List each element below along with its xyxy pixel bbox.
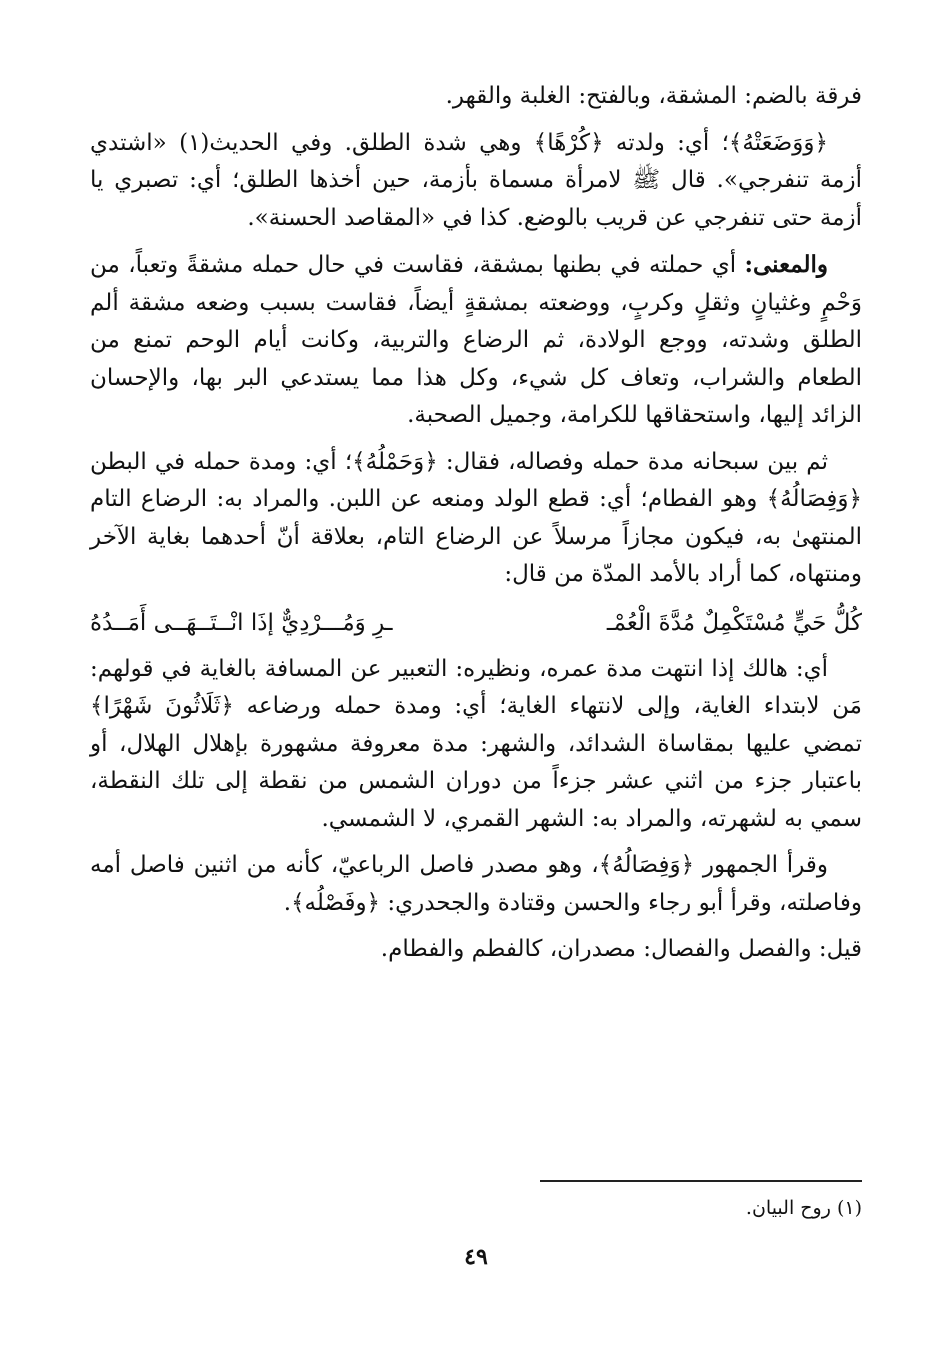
paragraph-wadaathu: ﴿وَوَضَعَتْهُ﴾؛ أي: ولدته ﴿كُرْهًا﴾ وهي شدة الطلق. وفي الحديث(١) «اشتدي أزمة تنفرجي». قال ﷺ لامرأة مسماة بأزمة، حين أخذها الطلق؛ أي: تصبري يا أزمة حتى تنفرجي عن قريب بالوضع. كذا في «المقاصد الحسنة». (90, 129, 862, 231)
paragraph-ay-halik: أي: هالك إذا انتهت مدة عمره، ونظيره: التعبير عن المسافة بالغاية في قولهم: مَن لابتداء الغاية، وإلى لانتهاء الغاية؛ أي: ومدة حمله ورضاعه ﴿ثَلَاثُونَ شَهْرًا﴾ تمضي عليها بمقاساة الشدائد، والشهر: مدة معروفة مشهورة بإهلال الهلال، أو باعتبار جزء من اثني عشر جزءاً من دوران الشمس من نقطة إلى تلك النقطة، سمي به لشهرته، والمراد به: الشهر القمري، لا الشمسي. (90, 655, 862, 832)
footnote-text: روح البيان. (745, 1197, 831, 1219)
footnote-divider (540, 1180, 862, 1182)
poetry-verse (90, 603, 862, 643)
paragraph-lead-word: والمعنى: (744, 251, 828, 278)
footnote-marker: (١) (836, 1197, 862, 1219)
page-number: ٤٩ (464, 1244, 488, 1270)
verse-second-hemistich: ـرِ وَمُـــرْدِيٌّ إذَا انْــتَــهَــى أَمَــدُهُ (90, 609, 393, 636)
paragraph-qiraa: وقرأ الجمهور ﴿وَفِصَالُهُ﴾، وهو مصدر فاصل الرباعيّ، كأنه من اثنين فاصل أمه وفاصلته، وقرأ أبو رجاء والحسن وقتادة والجحدري: ﴿وفَصْلُه﴾. (90, 852, 862, 916)
paragraph-thumma: ثم بين سبحانه مدة حمله وفصاله، فقال: ﴿وَحَمْلُهُ﴾؛ أي: ومدة حمله في البطن ﴿وَفِصَالُهُ﴾ وهو الفطام؛ أي: قطع الولد ومنعه عن اللبن. والمراد به: الرضاع التام المنتهىٰ به، فيكون مجازاً مرسلاً عن الرضاع التام، بعلاقة أنّ أحدهما بغاية الآخر ومنتهاه، كما أراد بالأمد المدّة من قال: (90, 448, 862, 587)
verse-first-hemistich: كُلُّ حَيٍّ مُسْتَكْمِلٌ مُدَّةَ الْعُمْـ (606, 609, 862, 636)
footnote (746, 1194, 862, 1222)
paragraph-maana-text: أي حملته في بطنها بمشقة، فقاست في حال حمله مشقةً وتعباً، من وَحْمٍ وغثيانٍ وثقلٍ وكربٍ، ووضعته بمشقةٍ أيضاً، فقاست بسبب وضعه مشقة ألم الطلق وشدته، ووجع الولادة، ثم الرضاع والتربية، وكانت أيام الوحم تمنع من الطعام والشراب، وتعاف كل شيء، وكل هذا مما يستدعي البر بها، والإحسان الزائد إليها، واستحقاقها للكرامة، وجميل الصحبة. (90, 252, 862, 428)
paragraph-furqa: فرقة بالضم: المشقة، وبالفتح: الغلبة والقهر. (445, 83, 862, 109)
page-body (90, 78, 862, 978)
paragraph-qila: قيل: والفصل والفصال: مصدران، كالفطم والفطام. (380, 936, 862, 962)
paragraph-maana (90, 246, 862, 435)
